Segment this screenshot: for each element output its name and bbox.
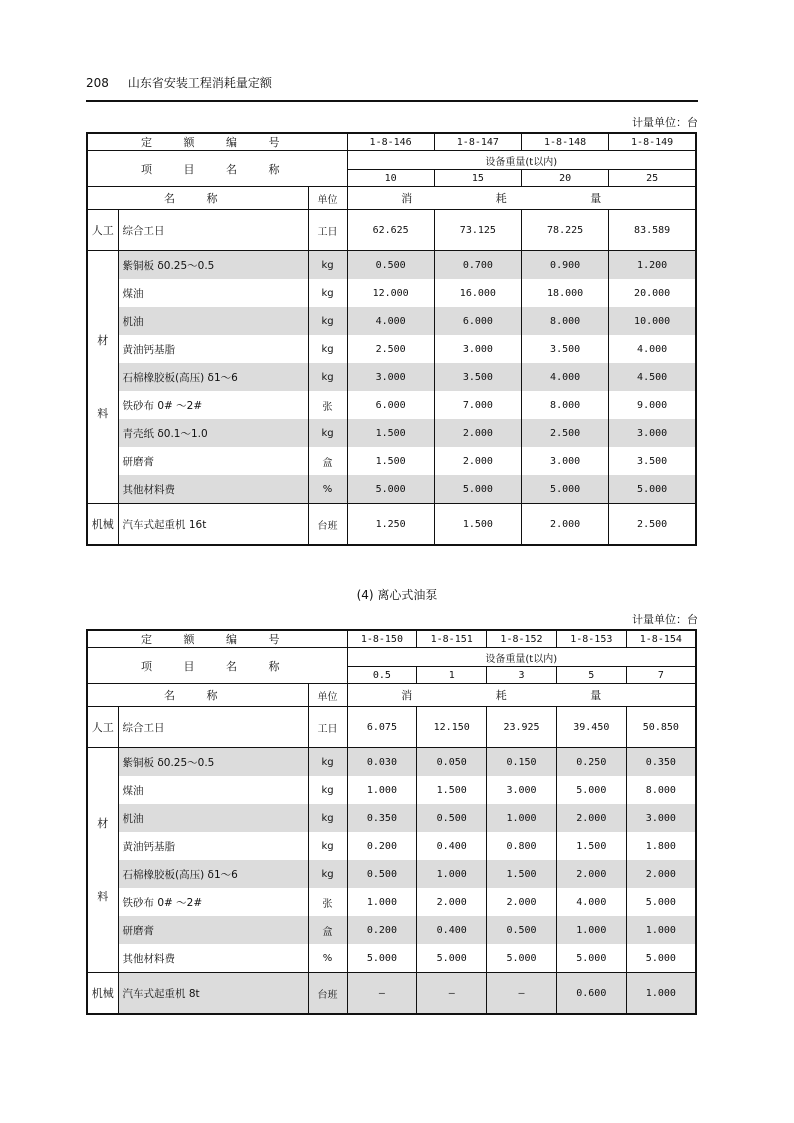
material-value: 0.900 [521, 251, 608, 280]
unit-header: 单位 [308, 187, 347, 210]
material-name: 紫铜板 δ0.25～0.5 [118, 251, 308, 280]
material-value: 8.000 [521, 391, 608, 419]
category-material [87, 251, 118, 504]
material-value: 4.000 [556, 888, 626, 916]
material-value: 16.000 [434, 279, 521, 307]
material-label-2: 料 [97, 890, 109, 903]
labor-value: 62.625 [347, 210, 434, 251]
material-unit: kg [308, 776, 347, 804]
consumption-header: 消 耗 量 [347, 684, 696, 707]
material-value: 5.000 [417, 944, 487, 973]
material-name: 煤油 [118, 776, 308, 804]
material-value: 2.000 [626, 860, 696, 888]
material-value: 0.030 [347, 748, 417, 777]
material-unit: kg [308, 860, 347, 888]
material-value: 1.500 [347, 419, 434, 447]
weight-cell: 5 [556, 667, 626, 684]
material-value: 6.000 [434, 307, 521, 335]
material-value: 1.000 [626, 916, 696, 944]
labor-name: 综合工日 [118, 707, 308, 748]
machine-unit: 台班 [308, 504, 347, 546]
code-cell: 1-8-146 [347, 133, 434, 151]
labor-value: 78.225 [521, 210, 608, 251]
material-value: 1.500 [417, 776, 487, 804]
labor-unit: 工日 [308, 210, 347, 251]
material-value: 0.250 [556, 748, 626, 777]
weight-cell: 0.5 [347, 667, 417, 684]
quota-table-1 [86, 132, 697, 546]
material-name: 黄油钙基脂 [118, 335, 308, 363]
material-name: 机油 [118, 804, 308, 832]
material-value: 20.000 [609, 279, 696, 307]
material-unit: kg [308, 307, 347, 335]
material-value: 7.000 [434, 391, 521, 419]
material-value: 5.000 [487, 944, 557, 973]
code-cell: 1-8-151 [417, 630, 487, 648]
material-value: 18.000 [521, 279, 608, 307]
machine-value: 2.000 [521, 504, 608, 546]
material-value: 0.500 [487, 916, 557, 944]
unit-label-1: 计量单位：台 [632, 116, 698, 129]
code-cell: 1-8-152 [487, 630, 557, 648]
material-name: 铁砂布 0# ～2# [118, 391, 308, 419]
material-label-1: 材 [97, 817, 109, 830]
material-value: 3.000 [609, 419, 696, 447]
weight-cell: 3 [487, 667, 557, 684]
item-name-label: 项 目 名 称 [87, 151, 347, 187]
material-value: 5.000 [626, 944, 696, 973]
name-header: 名 称 [87, 684, 308, 707]
material-unit: kg [308, 419, 347, 447]
machine-value: 2.500 [609, 504, 696, 546]
material-name: 石棉橡胶板(高压) δ1～6 [118, 860, 308, 888]
material-value: 1.000 [487, 804, 557, 832]
material-name: 石棉橡胶板(高压) δ1～6 [118, 363, 308, 391]
unit-header: 单位 [308, 684, 347, 707]
material-value: 2.000 [556, 804, 626, 832]
material-value: 1.000 [347, 776, 417, 804]
material-name: 青壳纸 δ0.1～1.0 [118, 419, 308, 447]
page-number: 208 [86, 76, 109, 90]
material-value: 2.000 [434, 419, 521, 447]
material-value: 1.000 [556, 916, 626, 944]
material-value: 2.000 [434, 447, 521, 475]
material-value: 9.000 [609, 391, 696, 419]
material-unit: kg [308, 748, 347, 777]
quota-code-label: 定 额 编 号 [87, 630, 347, 648]
material-unit: kg [308, 251, 347, 280]
weight-cell: 15 [434, 170, 521, 187]
weight-cell: 20 [521, 170, 608, 187]
weight-header: 设备重量(t以内) [347, 151, 696, 170]
material-value: 5.000 [626, 888, 696, 916]
material-value: 0.200 [347, 916, 417, 944]
material-value: 0.500 [417, 804, 487, 832]
material-value: 3.000 [626, 804, 696, 832]
labor-value: 12.150 [417, 707, 487, 748]
code-cell: 1-8-148 [521, 133, 608, 151]
material-value: 0.350 [347, 804, 417, 832]
item-name-label: 项 目 名 称 [87, 648, 347, 684]
labor-value: 50.850 [626, 707, 696, 748]
name-header: 名 称 [87, 187, 308, 210]
material-value: 5.000 [434, 475, 521, 504]
machine-name: 汽车式起重机 16t [118, 504, 308, 546]
material-value: 5.000 [347, 475, 434, 504]
category-labor: 人工 [87, 210, 118, 251]
material-value: 10.000 [609, 307, 696, 335]
material-value: 0.350 [626, 748, 696, 777]
material-value: 0.700 [434, 251, 521, 280]
material-value: 3.500 [609, 447, 696, 475]
material-unit: 张 [308, 888, 347, 916]
material-value: 3.000 [487, 776, 557, 804]
material-value: 2.500 [347, 335, 434, 363]
material-unit: kg [308, 335, 347, 363]
code-cell: 1-8-149 [609, 133, 696, 151]
material-value: 5.000 [521, 475, 608, 504]
machine-value: — [487, 973, 557, 1015]
material-name: 紫铜板 δ0.25～0.5 [118, 748, 308, 777]
material-value: 3.000 [434, 335, 521, 363]
category-labor: 人工 [87, 707, 118, 748]
labor-name: 综合工日 [118, 210, 308, 251]
quota-table-2 [86, 629, 697, 1015]
header-rule [86, 100, 698, 102]
material-unit: kg [308, 832, 347, 860]
code-cell: 1-8-147 [434, 133, 521, 151]
material-unit: 盒 [308, 916, 347, 944]
weight-cell: 25 [609, 170, 696, 187]
code-cell: 1-8-154 [626, 630, 696, 648]
material-value: 5.000 [556, 944, 626, 973]
labor-value: 73.125 [434, 210, 521, 251]
material-value: 2.000 [487, 888, 557, 916]
material-value: 1.500 [487, 860, 557, 888]
material-name: 其他材料费 [118, 475, 308, 504]
page-header [86, 74, 698, 91]
material-value: 1.500 [347, 447, 434, 475]
material-name: 黄油钙基脂 [118, 832, 308, 860]
material-value: 1.000 [417, 860, 487, 888]
material-name: 机油 [118, 307, 308, 335]
material-unit: kg [308, 804, 347, 832]
category-machine: 机械 [87, 504, 118, 546]
material-name: 其他材料费 [118, 944, 308, 973]
weight-header: 设备重量(t以内) [347, 648, 696, 667]
material-value: 5.000 [609, 475, 696, 504]
material-name: 研磨膏 [118, 916, 308, 944]
material-unit: kg [308, 363, 347, 391]
material-value: 5.000 [347, 944, 417, 973]
material-value: 6.000 [347, 391, 434, 419]
material-value: 4.500 [609, 363, 696, 391]
material-unit: % [308, 944, 347, 973]
unit-label-2: 计量单位：台 [632, 613, 698, 626]
material-value: 0.200 [347, 832, 417, 860]
material-value: 8.000 [521, 307, 608, 335]
code-cell: 1-8-153 [556, 630, 626, 648]
material-value: 4.000 [609, 335, 696, 363]
material-value: 2.500 [521, 419, 608, 447]
quota-code-label: 定 额 编 号 [87, 133, 347, 151]
material-value: 0.800 [487, 832, 557, 860]
material-value: 3.000 [347, 363, 434, 391]
material-value: 0.400 [417, 832, 487, 860]
material-value: 4.000 [347, 307, 434, 335]
machine-name: 汽车式起重机 8t [118, 973, 308, 1015]
code-cell: 1-8-150 [347, 630, 417, 648]
consumption-header: 消 耗 量 [347, 187, 696, 210]
material-value: 12.000 [347, 279, 434, 307]
book-title: 山东省安装工程消耗量定额 [127, 76, 272, 90]
material-value: 0.050 [417, 748, 487, 777]
machine-unit: 台班 [308, 973, 347, 1015]
labor-value: 6.075 [347, 707, 417, 748]
material-unit: 张 [308, 391, 347, 419]
material-unit: % [308, 475, 347, 504]
labor-value: 39.450 [556, 707, 626, 748]
machine-value: — [347, 973, 417, 1015]
material-label-2: 料 [97, 407, 109, 420]
weight-cell: 10 [347, 170, 434, 187]
material-value: 1.500 [556, 832, 626, 860]
category-machine: 机械 [87, 973, 118, 1015]
material-label-1: 材 [97, 334, 109, 347]
material-value: 0.500 [347, 860, 417, 888]
material-value: 1.200 [609, 251, 696, 280]
material-value: 2.000 [417, 888, 487, 916]
machine-value: 1.500 [434, 504, 521, 546]
material-value: 0.150 [487, 748, 557, 777]
machine-value: 1.250 [347, 504, 434, 546]
material-value: 0.500 [347, 251, 434, 280]
material-value: 3.500 [434, 363, 521, 391]
labor-unit: 工日 [308, 707, 347, 748]
material-name: 铁砂布 0# ～2# [118, 888, 308, 916]
material-value: 1.000 [347, 888, 417, 916]
weight-cell: 7 [626, 667, 696, 684]
material-value: 5.000 [556, 776, 626, 804]
labor-value: 23.925 [487, 707, 557, 748]
machine-value: — [417, 973, 487, 1015]
material-value: 8.000 [626, 776, 696, 804]
labor-value: 83.589 [609, 210, 696, 251]
machine-value: 1.000 [626, 973, 696, 1015]
material-value: 1.800 [626, 832, 696, 860]
material-value: 2.000 [556, 860, 626, 888]
material-unit: 盒 [308, 447, 347, 475]
material-value: 4.000 [521, 363, 608, 391]
weight-cell: 1 [417, 667, 487, 684]
material-value: 3.000 [521, 447, 608, 475]
material-name: 研磨膏 [118, 447, 308, 475]
category-material [87, 748, 118, 973]
material-name: 煤油 [118, 279, 308, 307]
material-value: 0.400 [417, 916, 487, 944]
section-title: (4) 离心式油泵 [356, 588, 438, 602]
material-unit: kg [308, 279, 347, 307]
machine-value: 0.600 [556, 973, 626, 1015]
material-value: 3.500 [521, 335, 608, 363]
